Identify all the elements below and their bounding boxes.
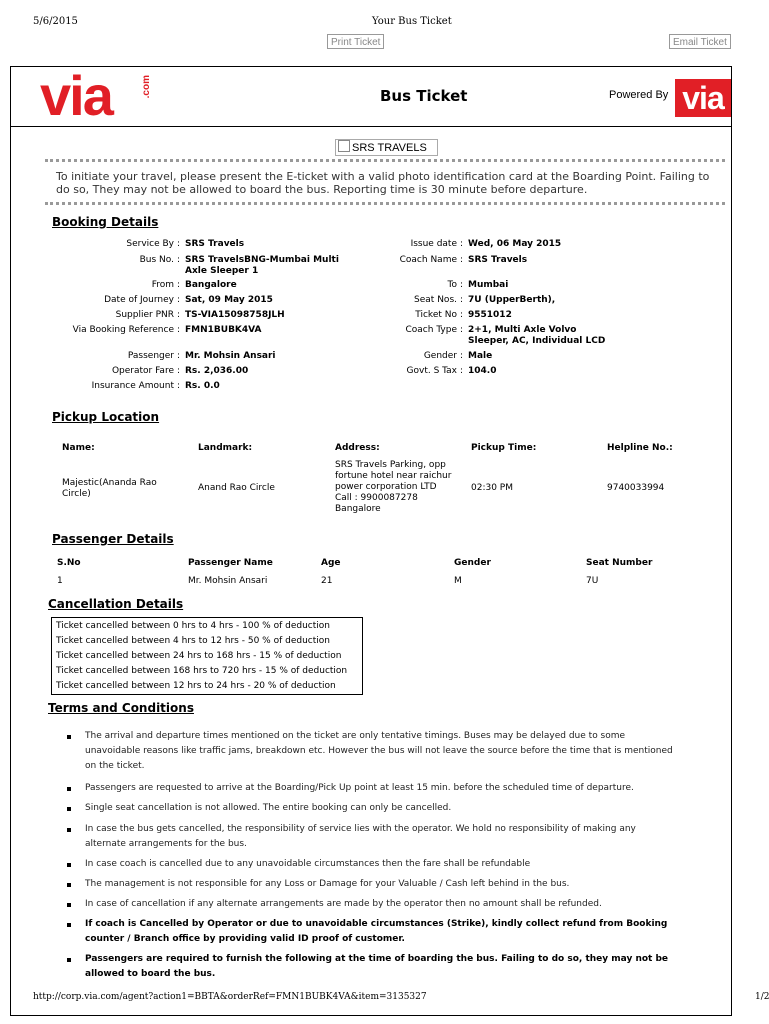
operator-logo-alt: SRS TRAVELS (352, 142, 427, 154)
print-title: Your Bus Ticket (372, 16, 452, 27)
powered-by-logo: via (675, 79, 731, 117)
booking-field-label: Via Booking Reference (72, 325, 174, 335)
booking-field-label: Operator Fare (111, 366, 174, 376)
print-footer (33, 992, 768, 1002)
booking-field-value-line: Sat, 09 May 2015 (185, 295, 273, 305)
booking-field-colon: : (460, 295, 464, 305)
pickup-name-line: Majestic(Ananda Rao (62, 478, 157, 488)
booking-field-value-line: Sleeper, AC, Individual LCD (468, 336, 606, 346)
passenger-age: 21 (321, 576, 333, 586)
pickup-header-name: Name: (62, 443, 95, 453)
booking-field-label: Govt. S Tax (406, 366, 457, 376)
pickup-address-line: power corporation LTD (335, 482, 437, 492)
divider (45, 202, 725, 205)
booking-field-value (468, 351, 492, 362)
bullet-icon (67, 883, 71, 887)
pickup-address-line: SRS Travels Parking, opp (335, 460, 446, 470)
booking-field-value (468, 366, 496, 377)
booking-field-colon: : (177, 325, 181, 335)
pickup-address-line: fortune hotel near raichur (335, 471, 452, 481)
booking-field-label: Passenger (127, 351, 174, 361)
booking-field-label: From (151, 280, 174, 290)
booking-field-label: Supplier PNR (115, 310, 174, 320)
bullet-icon (67, 787, 71, 791)
terms-item-text: Single seat cancellation is not allowed. The entire booking can only be cancelled. (85, 803, 452, 813)
booking-field-colon: : (460, 366, 464, 376)
booking-field-value (468, 325, 605, 347)
cancellation-details-title: Cancellation Details (48, 597, 184, 611)
passenger-name: Mr. Mohsin Ansari (188, 576, 268, 586)
terms-title: Terms and Conditions (48, 701, 194, 715)
booking-field-value-line: Rs. 2,036.00 (185, 366, 249, 376)
terms-item-text: The arrival and departure times mentioned on the ticket are only tentative timings. Buses may be delayed due to some unavoidable reasons like traffic jams, breakdown etc. However the bus will not leave the source before the time that is mentioned on the ticket. (85, 731, 673, 771)
bullet-icon (67, 958, 71, 962)
cancellation-row: Ticket cancelled between 0 hrs to 4 hrs - 100 % of deduction (56, 621, 330, 631)
passenger-header-seat: Seat Number (586, 558, 653, 568)
ticket-header (11, 64, 731, 127)
booking-field-colon: : (460, 239, 464, 249)
pickup-header-helpline: Helpline No.: (607, 443, 673, 453)
booking-field-colon: : (177, 366, 181, 376)
booking-field-colon: : (177, 280, 181, 290)
booking-field (11, 325, 731, 349)
operator-logo (335, 139, 438, 156)
print-date: 5/6/2015 (33, 16, 78, 27)
terms-item-text: In case of cancellation if any alternate arrangements are made by the operator then no amount shall be refunded. (85, 899, 602, 909)
booking-field-value-line: Mumbai (468, 280, 509, 290)
pickup-address (335, 460, 451, 515)
pickup-name-line: Circle) (62, 489, 91, 499)
booking-field-label: Date of Journey (104, 295, 174, 305)
pickup-header-landmark: Landmark: (198, 443, 253, 453)
booking-field (11, 366, 731, 390)
booking-field-value-line: 2+1, Multi Axle Volvo (468, 325, 577, 335)
bullet-icon (67, 735, 71, 739)
booking-field-colon: : (460, 255, 464, 265)
booking-field-label: Coach Type (405, 325, 457, 335)
powered-by-label: Powered By (609, 89, 669, 101)
passenger-details-title: Passenger Details (52, 532, 174, 546)
ticket-container (10, 66, 732, 1016)
bullet-icon (67, 903, 71, 907)
terms-item-text: In case the bus gets cancelled, the responsibility of service lies with the operator. We hold no responsibility of making any alternate arrangements for the bus. (85, 824, 636, 849)
pickup-name (62, 478, 157, 500)
intro-notice: To initiate your travel, please present the E-ticket with a valid photo identification card at the Boarding Point. Failing to do so, They may not be allowed to board the bus. Reporting time is 30 minute before departure. (56, 170, 710, 196)
booking-field-value-line: FMN1BUBK4VA (185, 325, 262, 335)
cancellation-row: Ticket cancelled between 12 hrs to 24 hrs - 20 % of deduction (56, 681, 336, 691)
booking-field-colon: : (177, 351, 181, 361)
print-url: http://corp.via.com/agent?action1=BBTA&orderRef=FMN1BUBK4VA&item=3135327 (33, 992, 427, 1002)
booking-field-colon: : (177, 381, 181, 391)
pickup-header-time: Pickup Time: (471, 443, 537, 453)
pickup-location-title: Pickup Location (52, 410, 160, 424)
page-number: 1/2 (755, 992, 769, 1002)
via-logo: via (40, 64, 112, 127)
bullet-icon (67, 807, 71, 811)
passenger-header-name: Passenger Name (188, 558, 273, 568)
booking-field-value-line: 104.0 (468, 366, 497, 376)
booking-field-label: Issue date (410, 239, 457, 249)
booking-field-colon: : (177, 255, 181, 265)
booking-field-value (468, 310, 512, 321)
passenger-gender: M (454, 576, 462, 586)
booking-field-value-line: Wed, 06 May 2015 (468, 239, 562, 249)
pickup-address-line: Call : 9900087278 (335, 493, 418, 503)
booking-field-colon: : (177, 310, 181, 320)
passenger-header-sno: S.No (57, 558, 81, 568)
cancellation-row: Ticket cancelled between 168 hrs to 720 hrs - 15 % of deduction (56, 666, 348, 676)
booking-field-value-line: SRS Travels (468, 255, 528, 265)
bullet-icon (67, 863, 71, 867)
booking-field-value-line: Bangalore (185, 280, 237, 290)
booking-field-colon: : (460, 325, 464, 335)
pickup-helpline: 9740033994 (607, 483, 665, 493)
booking-field-colon: : (460, 280, 464, 290)
booking-field-colon: : (460, 351, 464, 361)
booking-field-value-line: Axle Sleeper 1 (185, 266, 259, 276)
booking-field-value-line: TS-VIA15098758JLH (185, 310, 285, 320)
print-ticket-button[interactable]: Print Ticket (327, 34, 384, 49)
passenger-header-gender: Gender (454, 558, 491, 568)
pickup-header-address: Address: (335, 443, 380, 453)
booking-field-value (468, 239, 561, 250)
booking-field (11, 255, 731, 279)
booking-field-label: Insurance Amount (91, 381, 174, 391)
booking-field-label: Ticket No (415, 310, 457, 320)
cancellation-row: Ticket cancelled between 4 hrs to 12 hrs - 50 % of deduction (56, 636, 330, 646)
booking-field-value-line: Male (468, 351, 493, 361)
terms-item-text: Passengers are required to furnish the following at the time of boarding the bus. Failing to do so, they may not be allowed to board the bus. (85, 954, 669, 979)
via-logo-suffix: .com (141, 75, 152, 99)
passenger-sno: 1 (57, 576, 63, 586)
booking-field-label: Gender (423, 351, 457, 361)
passenger-header-age: Age (321, 558, 341, 568)
cancellation-row: Ticket cancelled between 24 hrs to 168 hrs - 15 % of deduction (56, 651, 342, 661)
cancellation-table (51, 617, 363, 695)
booking-field-value-line: SRS TravelsBNG-Mumbai Multi (185, 255, 339, 265)
passenger-seat: 7U (586, 576, 599, 586)
booking-field-label: To (447, 280, 457, 290)
divider (45, 159, 725, 162)
pickup-time: 02:30 PM (471, 483, 513, 493)
booking-field-colon: : (177, 295, 181, 305)
booking-field-value-line: 9551012 (468, 310, 512, 320)
booking-field-value-line: SRS Travels (185, 239, 245, 249)
booking-details-title: Booking Details (52, 215, 159, 229)
pickup-address-line: Bangalore (335, 504, 381, 514)
broken-image-icon (338, 140, 350, 152)
booking-field-value-line: Rs. 0.0 (185, 381, 220, 391)
terms-item-text: In case coach is cancelled due to any unavoidable circumstances then the fare shall be refundable (85, 859, 531, 869)
pickup-landmark: Anand Rao Circle (198, 483, 275, 493)
booking-field-value (468, 255, 527, 266)
booking-field-label: Seat Nos. (414, 295, 457, 305)
bullet-icon (67, 828, 71, 832)
booking-field-value-line: 7U (UpperBerth), (468, 295, 556, 305)
terms-item-text: The management is not responsible for any Loss or Damage for your Valuable / Cash left behind in the bus. (85, 879, 570, 889)
page-title: Bus Ticket (380, 87, 468, 105)
booking-field-label: Bus No. (139, 255, 174, 265)
terms-item-text: Passengers are requested to arrive at the Boarding/Pick Up point at least 15 min. before the scheduled time of departure. (85, 783, 634, 793)
booking-field-colon: : (177, 239, 181, 249)
booking-field-value (468, 295, 555, 306)
bullet-icon (67, 923, 71, 927)
booking-field-label: Service By (126, 239, 174, 249)
booking-field-value-line: Mr. Mohsin Ansari (185, 351, 276, 361)
booking-field-value (468, 280, 508, 291)
email-ticket-button[interactable]: Email Ticket (669, 34, 731, 49)
print-header (0, 16, 768, 30)
booking-field-colon: : (460, 310, 464, 320)
terms-item-text: If coach is Cancelled by Operator or due to unavoidable circumstances (Strike), kindly collect refund from Booking counter / Branch office by providing valid ID proof of customer. (85, 919, 668, 944)
booking-field-label: Coach Name (399, 255, 457, 265)
